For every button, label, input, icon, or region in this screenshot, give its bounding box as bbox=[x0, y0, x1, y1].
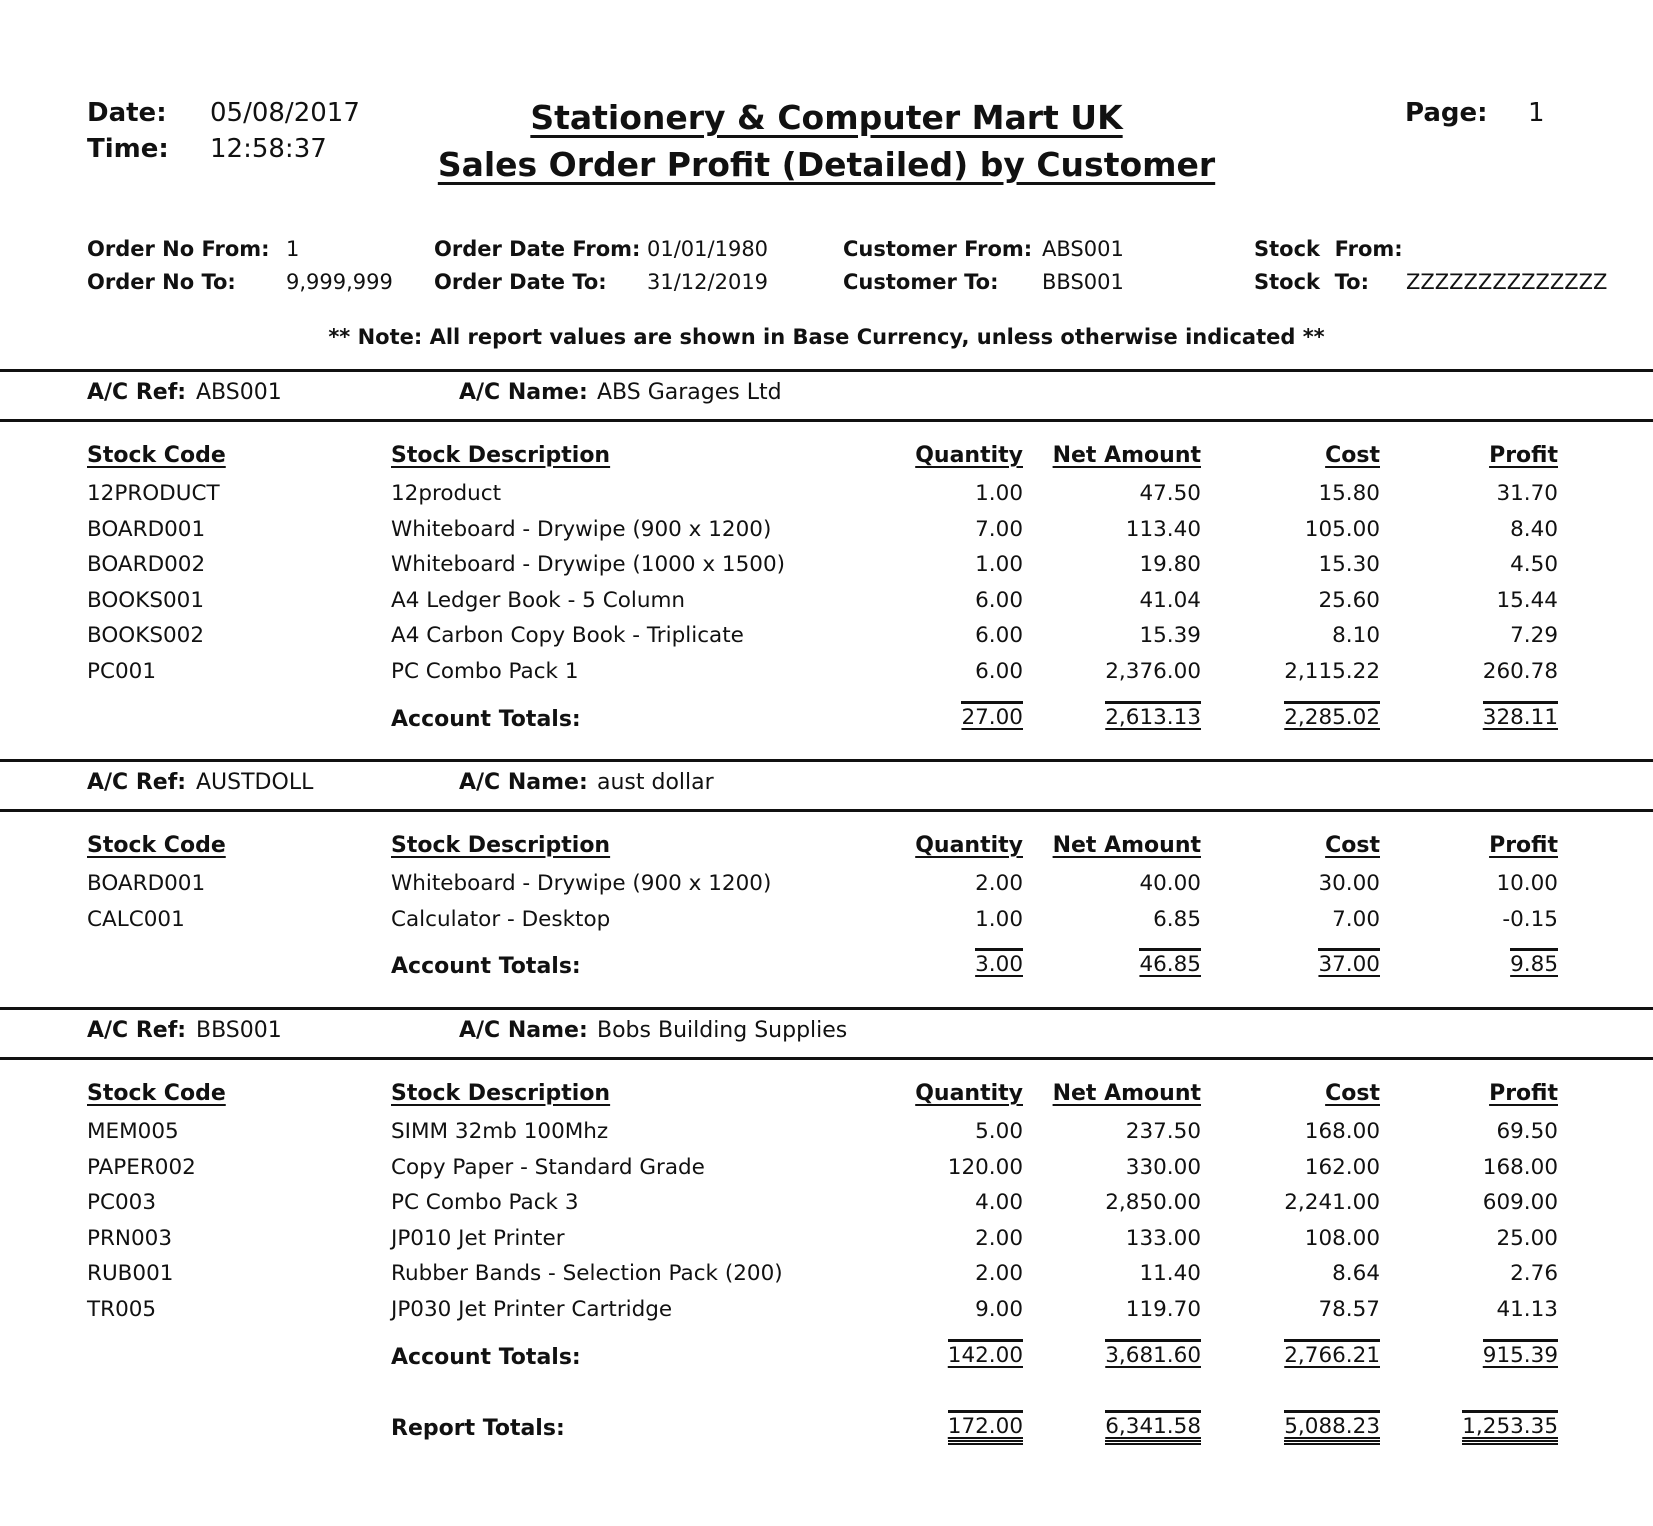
account-total-net-amount-wrapper bbox=[1105, 701, 1201, 731]
profit-cell: 41.13 bbox=[1496, 1297, 1558, 1322]
stock-code-cell: TR005 bbox=[87, 1297, 157, 1322]
quantity-cell: 2.00 bbox=[975, 1261, 1023, 1287]
stock-code-cell: 12PRODUCT bbox=[87, 481, 220, 506]
account-total-net-amount: 3,681.60 bbox=[1105, 1339, 1201, 1369]
quantity-cell: 2.00 bbox=[975, 1225, 1023, 1251]
ac-name-value: Bobs Building Supplies bbox=[597, 1018, 848, 1043]
stock-description-cell: Whiteboard - Drywipe (900 x 1200) bbox=[391, 516, 772, 542]
account-total-net-amount-wrapper bbox=[1139, 948, 1201, 978]
ac-name-label: A/C Name: bbox=[459, 770, 588, 795]
net-amount-cell: 47.50 bbox=[1139, 481, 1201, 506]
account-total-quantity-wrapper bbox=[948, 1339, 1023, 1369]
account-total-quantity: 27.00 bbox=[961, 701, 1023, 731]
account-total-quantity: 3.00 bbox=[975, 948, 1023, 978]
stock-code-cell: PRN003 bbox=[87, 1225, 173, 1251]
stock-code-cell: MEM005 bbox=[87, 1119, 179, 1144]
ac-ref-label: A/C Ref: bbox=[87, 380, 187, 405]
stock-code-cell: RUB001 bbox=[87, 1261, 174, 1287]
profit-cell: 4.50 bbox=[1510, 552, 1558, 578]
cost-cell: 2,115.22 bbox=[1284, 659, 1380, 684]
stock-description-cell: Copy Paper - Standard Grade bbox=[391, 1154, 705, 1180]
page-label: Page: bbox=[1405, 98, 1488, 128]
stock-description-cell: Whiteboard - Drywipe (1000 x 1500) bbox=[391, 552, 786, 578]
order-date-to-label: Order Date To: bbox=[434, 270, 607, 294]
company-title: Stationery & Computer Mart UK bbox=[530, 98, 1123, 137]
account-totals-label: Account Totals: bbox=[391, 706, 581, 732]
account-block bbox=[0, 369, 1653, 732]
stock-code-cell: BOARD001 bbox=[87, 871, 206, 896]
report-totals-label: Report Totals: bbox=[391, 1416, 565, 1441]
cost-cell: 168.00 bbox=[1304, 1119, 1380, 1144]
col-header-cost: Cost bbox=[1325, 833, 1380, 858]
profit-cell: 31.70 bbox=[1496, 481, 1558, 506]
stock-description-cell: SIMM 32mb 100Mhz bbox=[391, 1119, 609, 1144]
account-header-rule bbox=[0, 419, 1653, 422]
net-amount-cell: 19.80 bbox=[1139, 552, 1201, 578]
profit-cell: 609.00 bbox=[1482, 1190, 1558, 1216]
report-total-net-amount: 6,341.58 bbox=[1105, 1410, 1201, 1445]
profit-cell: 7.29 bbox=[1510, 623, 1558, 649]
account-total-quantity: 142.00 bbox=[948, 1339, 1023, 1369]
account-total-cost-wrapper bbox=[1284, 1339, 1380, 1369]
quantity-cell: 6.00 bbox=[975, 623, 1023, 649]
account-total-quantity-wrapper bbox=[975, 948, 1023, 978]
stock-description-cell: 12product bbox=[391, 481, 502, 506]
order-no-from-label: Order No From: bbox=[87, 237, 270, 261]
cost-cell: 108.00 bbox=[1304, 1225, 1380, 1251]
account-block bbox=[0, 759, 1653, 980]
account-total-net-amount: 2,613.13 bbox=[1105, 701, 1201, 731]
ac-ref-value: AUSTDOLL bbox=[196, 770, 314, 795]
cost-cell: 105.00 bbox=[1304, 516, 1380, 542]
report-total-profit: 1,253.35 bbox=[1462, 1410, 1558, 1445]
net-amount-cell: 133.00 bbox=[1125, 1225, 1201, 1251]
col-header-stock-description: Stock Description bbox=[391, 1081, 611, 1106]
stock-description-cell: JP010 Jet Printer bbox=[391, 1225, 565, 1251]
net-amount-cell: 40.00 bbox=[1139, 871, 1201, 896]
profit-cell: -0.15 bbox=[1502, 906, 1558, 932]
net-amount-cell: 11.40 bbox=[1139, 1261, 1201, 1287]
account-total-cost-wrapper bbox=[1318, 948, 1380, 978]
stock-description-cell: A4 Carbon Copy Book - Triplicate bbox=[391, 623, 744, 649]
customer-from-value: ABS001 bbox=[1042, 237, 1124, 261]
profit-cell: 10.00 bbox=[1496, 871, 1558, 896]
account-block bbox=[0, 1007, 1653, 1370]
account-total-profit-wrapper bbox=[1483, 701, 1558, 731]
date-label: Date: bbox=[87, 98, 167, 128]
col-header-net-amount: Net Amount bbox=[1052, 443, 1201, 468]
account-top-rule bbox=[0, 1007, 1653, 1010]
account-total-profit-wrapper bbox=[1483, 1339, 1558, 1369]
col-header-quantity: Quantity bbox=[915, 833, 1023, 858]
ac-ref-value: ABS001 bbox=[196, 380, 282, 405]
ac-name-value: ABS Garages Ltd bbox=[597, 380, 782, 405]
time-value: 12:58:37 bbox=[210, 134, 327, 164]
cost-cell: 25.60 bbox=[1318, 587, 1380, 613]
col-header-quantity: Quantity bbox=[915, 443, 1023, 468]
stock-code-cell: BOARD001 bbox=[87, 516, 206, 542]
cost-cell: 15.30 bbox=[1318, 552, 1380, 578]
ac-ref-label: A/C Ref: bbox=[87, 1018, 187, 1043]
account-top-rule bbox=[0, 369, 1653, 372]
order-no-to-value: 9,999,999 bbox=[286, 270, 393, 294]
account-total-profit: 9.85 bbox=[1510, 948, 1558, 978]
profit-cell: 8.40 bbox=[1510, 516, 1558, 542]
quantity-cell: 5.00 bbox=[975, 1119, 1023, 1144]
quantity-cell: 7.00 bbox=[975, 516, 1023, 542]
net-amount-cell: 113.40 bbox=[1125, 516, 1201, 542]
ac-name-value: aust dollar bbox=[597, 770, 714, 795]
account-total-net-amount: 46.85 bbox=[1139, 948, 1201, 978]
col-header-profit: Profit bbox=[1489, 1081, 1558, 1106]
col-header-profit: Profit bbox=[1489, 443, 1558, 468]
net-amount-cell: 15.39 bbox=[1139, 623, 1201, 649]
cost-cell: 78.57 bbox=[1318, 1297, 1380, 1322]
profit-cell: 69.50 bbox=[1496, 1119, 1558, 1144]
stock-description-cell: Rubber Bands - Selection Pack (200) bbox=[391, 1261, 783, 1287]
profit-cell: 260.78 bbox=[1482, 659, 1558, 684]
cost-cell: 8.10 bbox=[1332, 623, 1380, 649]
ac-name-label: A/C Name: bbox=[459, 1018, 588, 1043]
report-total-quantity: 172.00 bbox=[948, 1410, 1023, 1445]
account-total-profit-wrapper bbox=[1510, 948, 1558, 978]
quantity-cell: 4.00 bbox=[975, 1190, 1023, 1216]
account-total-cost: 37.00 bbox=[1318, 948, 1380, 978]
net-amount-cell: 119.70 bbox=[1125, 1297, 1201, 1322]
cost-cell: 30.00 bbox=[1318, 871, 1380, 896]
account-total-cost: 2,285.02 bbox=[1284, 701, 1380, 731]
stock-code-cell: PAPER002 bbox=[87, 1154, 196, 1180]
order-no-to-label: Order No To: bbox=[87, 270, 236, 294]
account-totals-label: Account Totals: bbox=[391, 954, 581, 980]
stock-code-cell: BOOKS002 bbox=[87, 623, 205, 649]
ac-ref-value: BBS001 bbox=[196, 1018, 282, 1043]
quantity-cell: 120.00 bbox=[947, 1154, 1023, 1180]
stock-description-cell: PC Combo Pack 3 bbox=[391, 1190, 579, 1216]
account-top-rule bbox=[0, 759, 1653, 762]
stock-code-cell: PC001 bbox=[87, 659, 157, 684]
cost-cell: 162.00 bbox=[1304, 1154, 1380, 1180]
account-total-cost-wrapper bbox=[1284, 701, 1380, 731]
quantity-cell: 6.00 bbox=[975, 659, 1023, 684]
quantity-cell: 6.00 bbox=[975, 587, 1023, 613]
net-amount-cell: 41.04 bbox=[1139, 587, 1201, 613]
cost-cell: 15.80 bbox=[1318, 481, 1380, 506]
net-amount-cell: 2,376.00 bbox=[1105, 659, 1201, 684]
currency-note: ** Note: All report values are shown in Base Currency, unless otherwise indicated ** bbox=[328, 325, 1325, 349]
col-header-stock-description: Stock Description bbox=[391, 833, 611, 858]
customer-to-label: Customer To: bbox=[843, 270, 999, 294]
col-header-profit: Profit bbox=[1489, 833, 1558, 858]
col-header-stock-description: Stock Description bbox=[391, 443, 611, 468]
stock-description-cell: Whiteboard - Drywipe (900 x 1200) bbox=[391, 871, 772, 896]
account-total-quantity-wrapper bbox=[961, 701, 1023, 731]
net-amount-cell: 330.00 bbox=[1125, 1154, 1201, 1180]
net-amount-cell: 2,850.00 bbox=[1105, 1190, 1201, 1216]
account-header-rule bbox=[0, 809, 1653, 812]
order-no-from-value: 1 bbox=[286, 237, 300, 261]
stock-to-label: Stock To: bbox=[1254, 270, 1369, 294]
profit-cell: 2.76 bbox=[1510, 1261, 1558, 1287]
profit-cell: 25.00 bbox=[1496, 1225, 1558, 1251]
account-header-rule bbox=[0, 1057, 1653, 1060]
col-header-stock-code: Stock Code bbox=[87, 443, 226, 468]
profit-cell: 168.00 bbox=[1482, 1154, 1558, 1180]
ac-name-label: A/C Name: bbox=[459, 380, 588, 405]
stock-description-cell: Calculator - Desktop bbox=[391, 906, 611, 932]
stock-code-cell: BOOKS001 bbox=[87, 587, 205, 613]
stock-description-cell: A4 Ledger Book - 5 Column bbox=[391, 587, 686, 613]
order-date-from-value: 01/01/1980 bbox=[647, 237, 769, 261]
stock-code-cell: CALC001 bbox=[87, 906, 185, 932]
stock-to-value: ZZZZZZZZZZZZZZ bbox=[1406, 270, 1608, 294]
quantity-cell: 1.00 bbox=[975, 552, 1023, 578]
profit-cell: 15.44 bbox=[1496, 587, 1558, 613]
quantity-cell: 2.00 bbox=[975, 871, 1023, 896]
stock-code-cell: BOARD002 bbox=[87, 552, 206, 578]
account-total-profit: 328.11 bbox=[1483, 701, 1558, 731]
account-total-profit: 915.39 bbox=[1483, 1339, 1558, 1369]
page-value: 1 bbox=[1528, 98, 1545, 128]
time-label: Time: bbox=[87, 134, 169, 164]
stock-from-label: Stock From: bbox=[1254, 237, 1403, 261]
order-date-from-label: Order Date From: bbox=[434, 237, 641, 261]
account-total-cost: 2,766.21 bbox=[1284, 1339, 1380, 1369]
stock-description-cell: PC Combo Pack 1 bbox=[391, 659, 579, 684]
quantity-cell: 1.00 bbox=[975, 906, 1023, 932]
customer-from-label: Customer From: bbox=[843, 237, 1033, 261]
date-value: 05/08/2017 bbox=[210, 98, 360, 128]
ac-ref-label: A/C Ref: bbox=[87, 770, 187, 795]
cost-cell: 8.64 bbox=[1332, 1261, 1380, 1287]
col-header-quantity: Quantity bbox=[915, 1081, 1023, 1106]
customer-to-value: BBS001 bbox=[1042, 270, 1124, 294]
net-amount-cell: 6.85 bbox=[1153, 906, 1201, 932]
col-header-net-amount: Net Amount bbox=[1052, 833, 1201, 858]
quantity-cell: 1.00 bbox=[975, 481, 1023, 506]
cost-cell: 2,241.00 bbox=[1284, 1190, 1380, 1216]
col-header-stock-code: Stock Code bbox=[87, 833, 226, 858]
col-header-cost: Cost bbox=[1325, 443, 1380, 468]
account-totals-label: Account Totals: bbox=[391, 1344, 581, 1370]
col-header-stock-code: Stock Code bbox=[87, 1081, 226, 1106]
report-total-cost: 5,088.23 bbox=[1284, 1410, 1380, 1445]
col-header-net-amount: Net Amount bbox=[1052, 1081, 1201, 1106]
stock-code-cell: PC003 bbox=[87, 1190, 157, 1216]
report-title: Sales Order Profit (Detailed) by Customer bbox=[437, 145, 1216, 184]
net-amount-cell: 237.50 bbox=[1125, 1119, 1201, 1144]
quantity-cell: 9.00 bbox=[975, 1297, 1023, 1322]
col-header-cost: Cost bbox=[1325, 1081, 1380, 1106]
order-date-to-value: 31/12/2019 bbox=[647, 270, 769, 294]
stock-description-cell: JP030 Jet Printer Cartridge bbox=[391, 1297, 673, 1322]
cost-cell: 7.00 bbox=[1332, 906, 1380, 932]
account-total-net-amount-wrapper bbox=[1105, 1339, 1201, 1369]
